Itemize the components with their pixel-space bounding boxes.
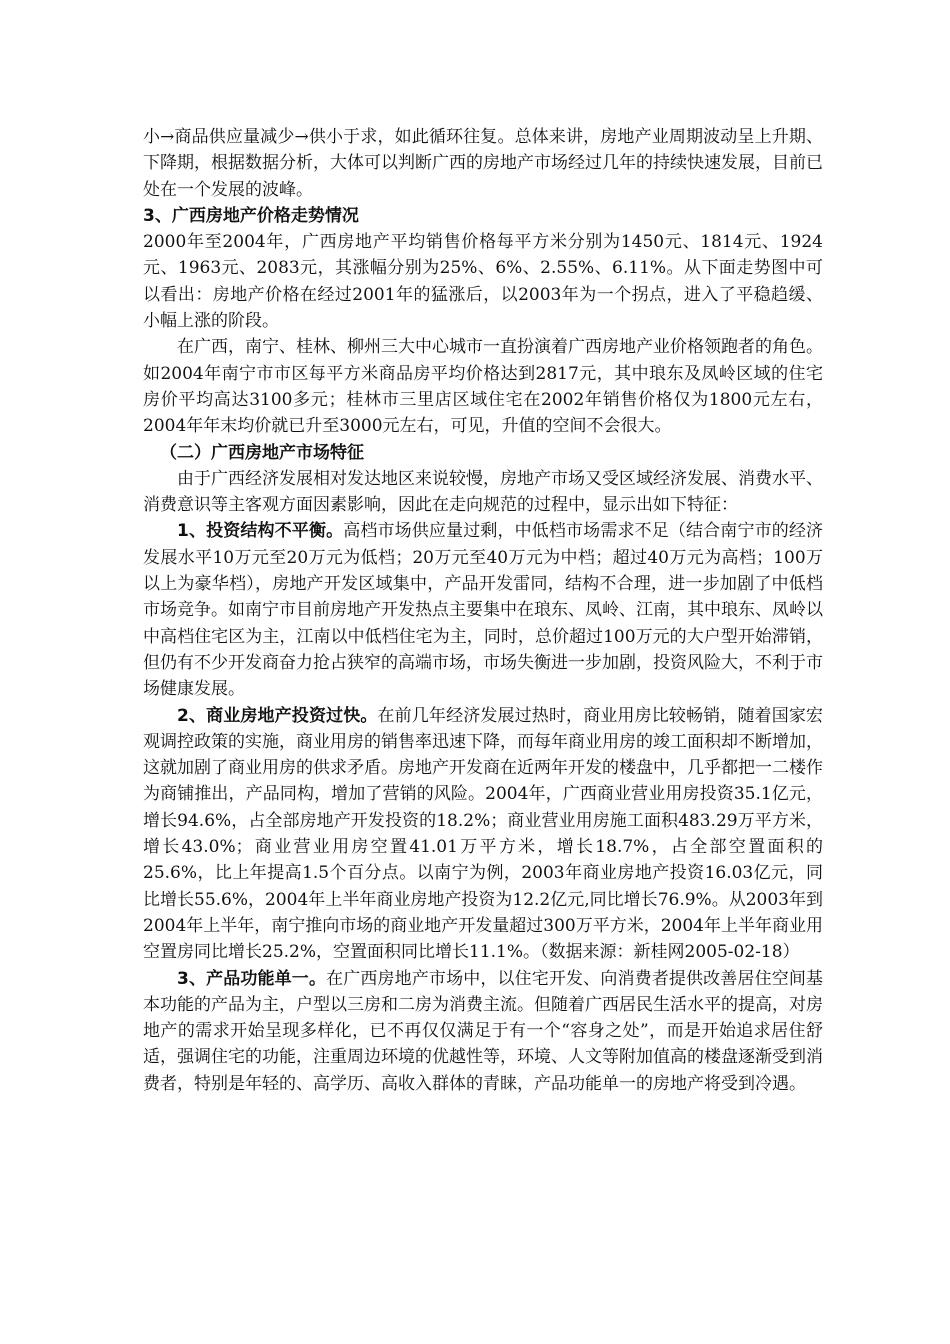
feature-item-lead: 2、商业房地产投资过快。	[177, 705, 378, 726]
feature-item-investment-structure	[143, 518, 823, 702]
feature-item-product-function	[143, 966, 823, 1097]
document-page	[143, 124, 823, 1097]
section-heading-market-features: （二）广西房地产市场特征	[160, 442, 364, 463]
paragraph-city-prices: 在广西，南宁、桂林、柳州三大中心城市一直扮演着广西房地产业价格领跑者的角色。如2004年南宁市市区每平方米商品房平均价格达到2817元，其中琅东及凤岭区域的住宅房价平均高达3100多元；桂林市三里店区域住宅在2002年销售价格仅为1800元左右，2004年年末均价就已升至3000元左右，可见，升值的空间不会很大。	[143, 337, 823, 437]
feature-item-commercial-investment	[143, 703, 823, 966]
paragraph-cycle-summary: 小→商品供应量减少→供小于求，如此循环往复。总体来讲，房地产业周期波动呈上升期、下降期，根据数据分析，大体可以判断广西的房地产市场经过几年的持续快速发展，目前已处在一个发展的波峰。	[143, 127, 823, 200]
feature-item-lead: 3、产品功能单一。	[177, 968, 327, 989]
feature-item-body: 高档市场供应量过剩，中低档市场需求不足（结合南宁市的经济发展水平10万元至20万元为低档；20万元至40万元为中档；超过40万元为高档；100万以上为豪华档），房地产开发区域集中，产品开发雷同，结构不合理，进一步加剧了中低档市场竞争。如南宁市目前房地产开发热点主要集中在琅东、凤岭、江南，其中琅东、凤岭以中高档住宅区为主，江南以中低档住宅为主，同时，总价超过100万元的大户型开始滞销，但仍有不少开发商奋力抢占狭窄的高端市场，市场失衡进一步加剧，投资风险大，不利于市场健康发展。	[143, 521, 823, 700]
section-heading-price-trend: 3、广西房地产价格走势情况	[143, 205, 359, 226]
feature-item-body: 在前几年经济发展过热时，商业用房比较畅销，随着国家宏观调控政策的实施，商业用房的销售率迅速下降，而每年商业用房的竣工面积却不断增加，这就加剧了商业用房的供求矛盾。房地产开发商在近两年开发的楼盘中，几乎都把一二楼作为商铺推出，产品同构，增加了营销的风险。2004年，广西商业营业用房投资35.1亿元，增长94.6%，占全部房地产开发投资的18.2%；商业营业用房施工面积483.29万平方米，增长43.0%；商业营业用房空置41.01万平方米，增长18.7%，占全部空置面积的25.6%，比上年提高1.5个百分点。以南宁为例，2003年商业房地产投资16.03亿元，同比增长55.6%，2004年上半年商业房地产投资为12.2亿元,同比增长76.9%。从2003年到2004年上半年，南宁推向市场的商业地产开发量超过300万平方米，2004年上半年商业用空置房同比增长25.2%，空置面积同比增长11.1%。（数据来源：新桂网2005-02-18）	[143, 705, 824, 963]
paragraph-price-data: 2000年至2004年，广西房地产平均销售价格每平方米分别为1450元、1814元、1924元、1963元、2083元，其涨幅分别为25%、6%、2.55%、6.11%。从下面走势图中可以看出：房地产价格在经过2001年的猛涨后，以2003年为一个拐点，进入了平稳趋缓、小幅上涨的阶段。	[143, 232, 823, 332]
feature-item-lead: 1、投资结构不平衡。	[177, 521, 344, 542]
feature-item-body: 在广西房地产市场中，以住宅开发、向消费者提供改善居住空间基本功能的产品为主，户型以三房和二房为消费主流。但随着广西居民生活水平的提高，对房地产的需求开始呈现多样化，已不再仅仅满足于有一个“容身之处”，而是开始追求居住舒适，强调住宅的功能，注重周边环境的优越性等，环境、人文等附加值高的楼盘逐渐受到消费者，特别是年轻的、高学历、高收入群体的青睐，产品功能单一的房地产将受到冷遇。	[143, 968, 823, 1094]
paragraph-features-intro: 由于广西经济发展相对发达地区来说较慢，房地产市场又受区域经济发展、消费水平、消费意识等主客观方面因素影响，因此在走向规范的过程中，显示出如下特征：	[143, 468, 823, 516]
